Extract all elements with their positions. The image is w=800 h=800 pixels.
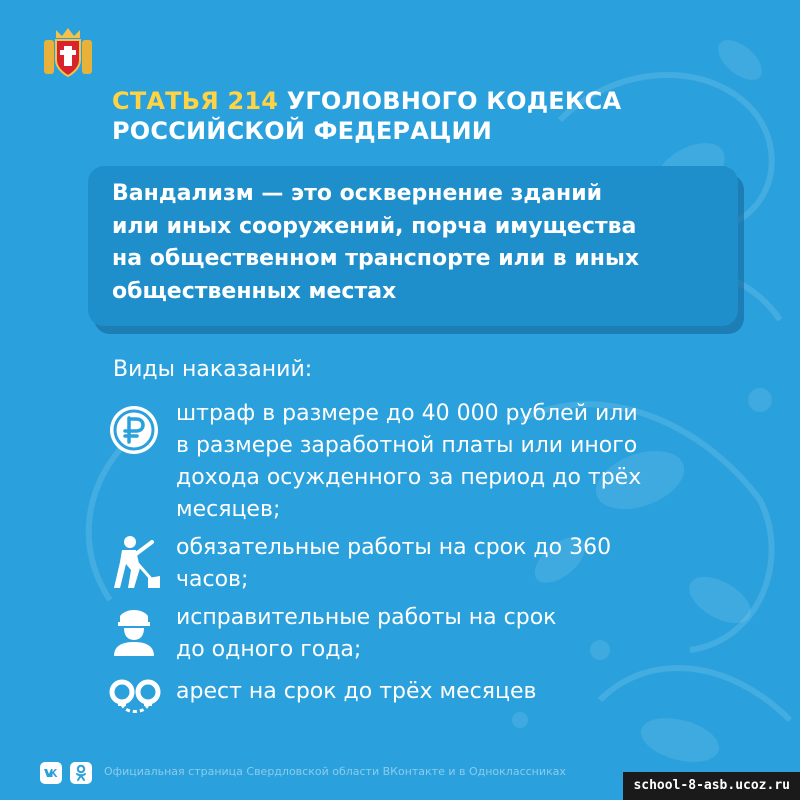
title-line-1-rest: УГОЛОВНОГО КОДЕКСА — [278, 87, 622, 115]
handcuffs-icon — [108, 678, 162, 718]
punishment-line: до одного года; — [176, 637, 362, 662]
title-line-1 — [112, 86, 752, 116]
worker-shovel-icon — [108, 534, 164, 590]
coat-of-arms-icon — [40, 26, 96, 78]
punishment-text — [176, 398, 756, 526]
odnoklassniki-icon — [70, 762, 92, 784]
punishment-text — [176, 602, 756, 666]
definition-text — [112, 178, 716, 308]
definition-card — [88, 166, 738, 326]
ok-link[interactable] — [70, 762, 92, 784]
punishment-text — [176, 676, 756, 708]
vk-icon — [40, 762, 62, 784]
definition-line: Вандализм — это осквернение зданий — [112, 181, 603, 206]
punishment-line: исправительные работы на срок — [176, 605, 557, 630]
title-line-2: РОССИЙСКОЙ ФЕДЕРАЦИИ — [112, 117, 493, 145]
footer-text: Официальная страница Свердловской области ВКонтакте и в Одноклассниках — [104, 765, 566, 778]
footer — [40, 762, 660, 786]
punishment-line: арест на срок до трёх месяцев — [176, 679, 537, 704]
punishment-line: месяцев; — [176, 497, 281, 522]
punishment-text — [176, 532, 756, 596]
punishment-line: штраф в размере до 40 000 рублей или — [176, 401, 638, 426]
definition-line: общественных местах — [112, 278, 397, 304]
watermark-text: school-8-asb.ucoz.ru — [623, 772, 800, 800]
definition-line: на общественном транспорте или в иных — [112, 246, 640, 271]
punishment-line: часов; — [176, 567, 249, 592]
officer-icon — [108, 606, 160, 658]
punishment-line: в размере заработной платы или иного — [176, 433, 638, 458]
definition-line: или иных сооружений, порча имущества — [112, 213, 637, 239]
punishments-heading: Виды наказаний: — [113, 357, 313, 382]
title-accent: СТАТЬЯ 214 — [112, 87, 279, 115]
punishment-line: обязательные работы на срок до 360 — [176, 535, 612, 560]
punishment-line: дохода осужденного за период до трёх — [176, 465, 642, 490]
vk-link[interactable] — [40, 762, 62, 784]
ruble-coin-icon — [108, 404, 160, 456]
page-title — [112, 86, 752, 146]
